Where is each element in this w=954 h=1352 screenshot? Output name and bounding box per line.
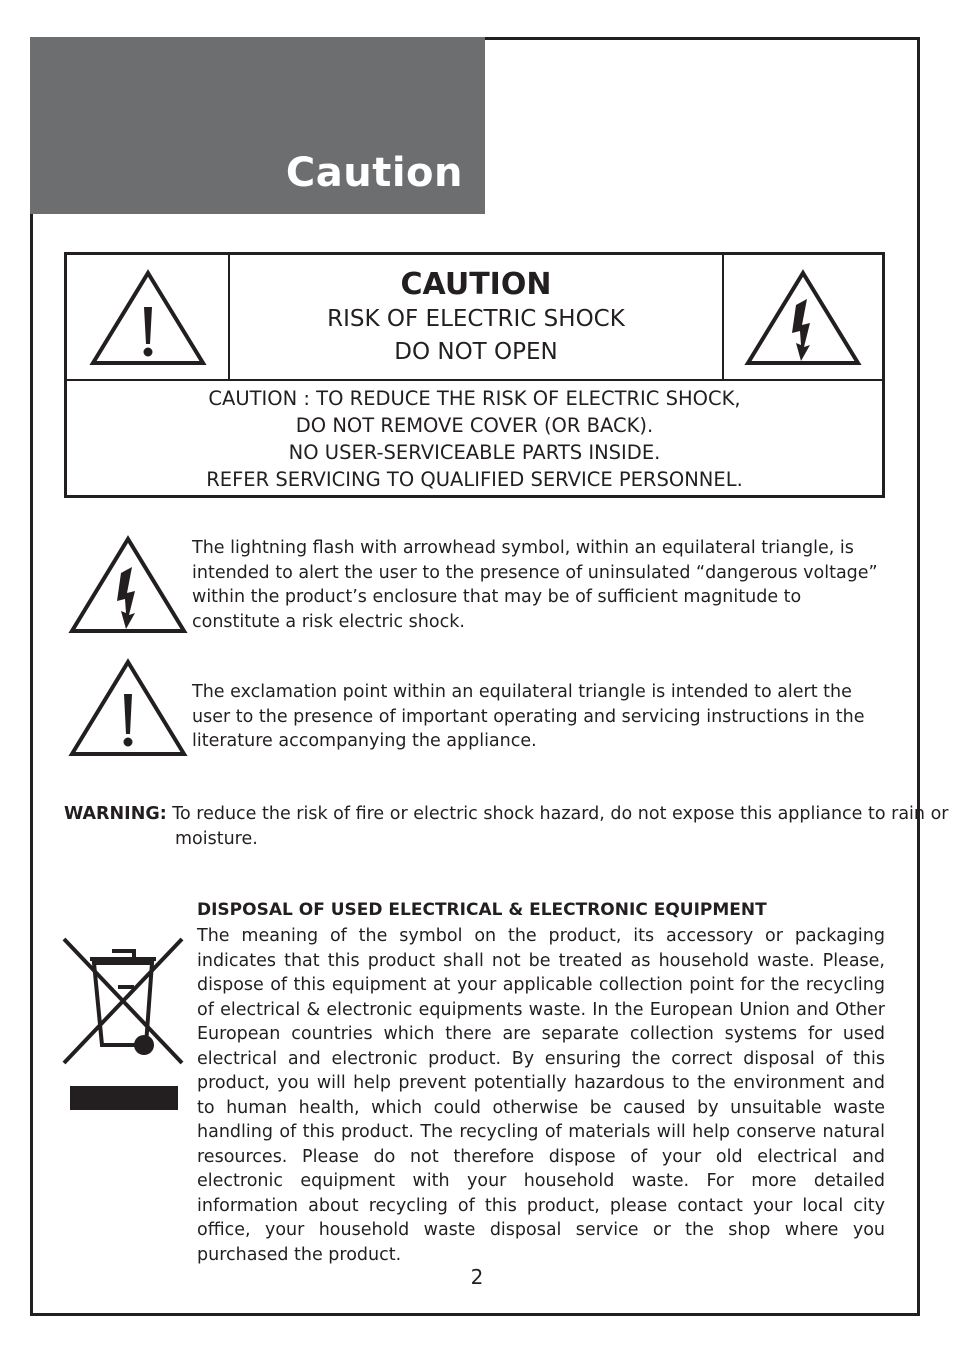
exclamation-triangle-icon bbox=[68, 658, 188, 758]
page-number: 2 bbox=[470, 1265, 484, 1289]
caution-instruction-line: REFER SERVICING TO QUALIFIED SERVICE PERSONNEL. bbox=[206, 468, 743, 491]
caution-instructions bbox=[67, 382, 882, 493]
lightning-triangle-icon bbox=[744, 269, 862, 367]
caution-instruction-line: NO USER-SERVICEABLE PARTS INSIDE. bbox=[288, 441, 661, 464]
exclamation-symbol-explanation: The exclamation point within an equilateral triangle is intended to alert the user to the presence of important operating and servicing instructions in the literature accompanying the appliance. bbox=[192, 682, 865, 751]
caution-box bbox=[64, 252, 885, 498]
page-title: Caution bbox=[285, 150, 463, 196]
caution-instruction-line: CAUTION : TO REDUCE THE RISK OF ELECTRIC SHOCK, bbox=[208, 387, 741, 410]
caution-heading: CAUTION bbox=[400, 267, 552, 302]
caution-do-not-open: DO NOT OPEN bbox=[394, 339, 558, 365]
exclamation-triangle-icon bbox=[89, 269, 207, 367]
caution-box-right-cell bbox=[722, 255, 884, 381]
warning-label: WARNING: bbox=[64, 804, 167, 824]
caution-instruction-line: DO NOT REMOVE COVER (OR BACK). bbox=[295, 414, 654, 437]
lightning-symbol-explanation: The lightning flash with arrowhead symbol, within an equilateral triangle, is intended to alert the user to the presence of uninsulated “dangerous voltage” within the product’s enclosure that may be of sufficient magnitude to constitute a risk electric shock. bbox=[192, 538, 878, 632]
caution-box-center-cell bbox=[230, 255, 722, 381]
lightning-triangle-icon bbox=[68, 535, 188, 635]
weee-bar bbox=[70, 1086, 178, 1110]
crossed-bin-icon bbox=[60, 935, 188, 1069]
disposal-heading: DISPOSAL OF USED ELECTRICAL & ELECTRONIC EQUIPMENT bbox=[197, 900, 767, 920]
caution-risk-line: RISK OF ELECTRIC SHOCK bbox=[327, 306, 625, 332]
caution-box-left-cell bbox=[67, 255, 230, 381]
warning-paragraph bbox=[64, 802, 954, 851]
disposal-text: The meaning of the symbol on the product, its accessory or packaging indicates that this product shall not be treated as household waste. Please, dispose of this equipment at your applicable collection point for the recycling of electrical & electronic equipments waste. In the European Union and Other European countries which there are separate collection systems for used electrical and electronic product. By ensuring the correct disposal of this product, you will help prevent potentially hazardous to the environment and to human health, which could otherwise be caused by unsuitable waste handling of this product. The recycling of materials will help conserve natural resources. Please do not therefore dispose of your old electrical and electronic equipment with your household waste. For more detailed information about recycling of this product, please contact your local city office, your household waste disposal service or the shop where you purchased the product. bbox=[197, 926, 885, 1265]
header-band bbox=[30, 37, 485, 214]
warning-text: To reduce the risk of fire or electric shock hazard, do not expose this appliance to rain or moisture. bbox=[172, 804, 949, 849]
